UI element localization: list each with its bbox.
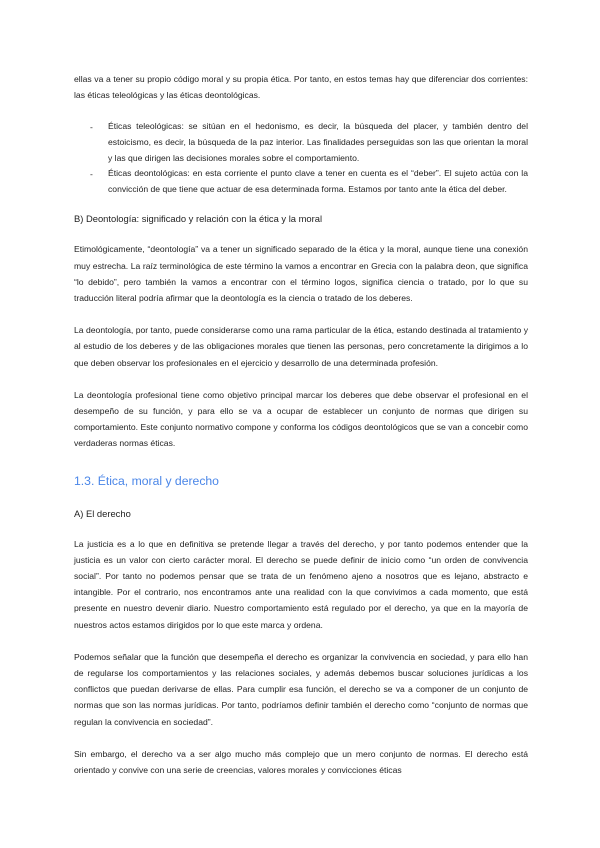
bullet-dash: -	[90, 122, 93, 133]
paragraph-justice: La justicia es a lo que en definitiva se pretende llegar a través del derecho, y por tanto podemos entender que la justicia es un valor con cierto carácter moral. El derecho se puede definir de inicio como “un orden de convivencia social”. Por tanto no podemos pensar que se trata de un fenómeno ajeno a nosotros que es lejano, abstracto e intangible. Por el contrario, nos encontramos ante una realidad con la que convivimos a cada momento, que está presente en nuestro devenir diario. Nuestro comportamiento está regulado por el derecho, ya que en la mayoría de nuestros actos estamos dirigidos por lo que este marca y ordena.	[74, 538, 528, 630]
section-title: 1.3. Ética, moral y derecho	[74, 473, 219, 488]
heading-derecho: A) El derecho	[74, 507, 131, 519]
page-content	[74, 71, 528, 778]
bullet-dash: -	[90, 169, 93, 180]
bullet-text-teleological: Éticas teleológicas: se sitúan en el hedonismo, es decir, la búsqueda del placer, y también dentro del estoicismo, es decir, la búsqueda de la paz interior. Las finalidades perseguidas son las que orientan la moral y las que dirigen las decisiones morales sobre el comportamiento.	[108, 121, 528, 163]
paragraph-law-complexity: Sin embargo, el derecho va a ser algo mucho más complejo que un mero conjunto de normas. El derecho está orientado y convive con una serie de creencias, valores morales y convicciones éticas	[74, 748, 528, 776]
list-item	[74, 166, 528, 197]
intro-paragraph: ellas va a tener su propio código moral y su propia ética. Por tanto, en estos temas hay que diferenciar dos corrientes: las éticas teleológicas y las éticas deontológicas.	[74, 74, 528, 101]
paragraph-etymology: Etimológicamente, “deontología” va a tener un significado separado de la ética y la moral, aunque tiene una conexión muy estrecha. La raíz terminológica de este término la vamos a encontrar en Grecia con la palabra deon, que significa “lo debido”, pero también la vamos a encontrar con el término logos, significa ciencia o tratado, por lo que su traducción literal podría afirmar que la deontología es la ciencia o tratado de los deberes.	[74, 244, 528, 303]
paragraph-professional-deontology: La deontología profesional tiene como objetivo principal marcar los deberes que debe observar el profesional en el desempeño de su función, y para ello se va a ocupar de establecer un conjunto de normas que dirigen su comportamiento. Este conjunto normativo compone y conforma los códigos deontológicos que se van a concebir como verdaderas normas éticas.	[74, 389, 528, 449]
heading-deontologia: B) Deontología: significado y relación con la ética y la moral	[74, 213, 323, 225]
paragraph-law-function: Podemos señalar que la función que desempeña el derecho es organizar la convivencia en sociedad, y para ello han de regularse los comportamientos y las relaciones sociales, y además debemos buscar soluciones jurídicas a los conflictos que puedan derivarse de ellas. Para cumplir esa función, el derecho se va a componer de un conjunto de normas que son las normas jurídicas. Por tanto, podríamos definir también el derecho como “conjunto de normas que regulan la convivencia en sociedad”.	[74, 651, 528, 727]
paragraph-deontology-branch: La deontología, por tanto, puede considerarse como una rama particular de la ética, estando destinada al tratamiento y al estudio de los deberes y de las obligaciones morales que tienen las personas, pero concretamente la dirigimos a lo que deben observar los profesionales en el ejercicio y desarrollo de una determinada profesión.	[74, 325, 528, 368]
ethics-bullet-list	[74, 119, 528, 197]
bullet-text-deontological: Éticas deontológicas: en esta corriente el punto clave a tener en cuenta es el “deber”. El sujeto actúa con la convicción de que tiene que actuar de esa determinada forma. Estamos por tanto ante la ética del deber.	[108, 168, 528, 194]
list-item	[74, 119, 528, 166]
